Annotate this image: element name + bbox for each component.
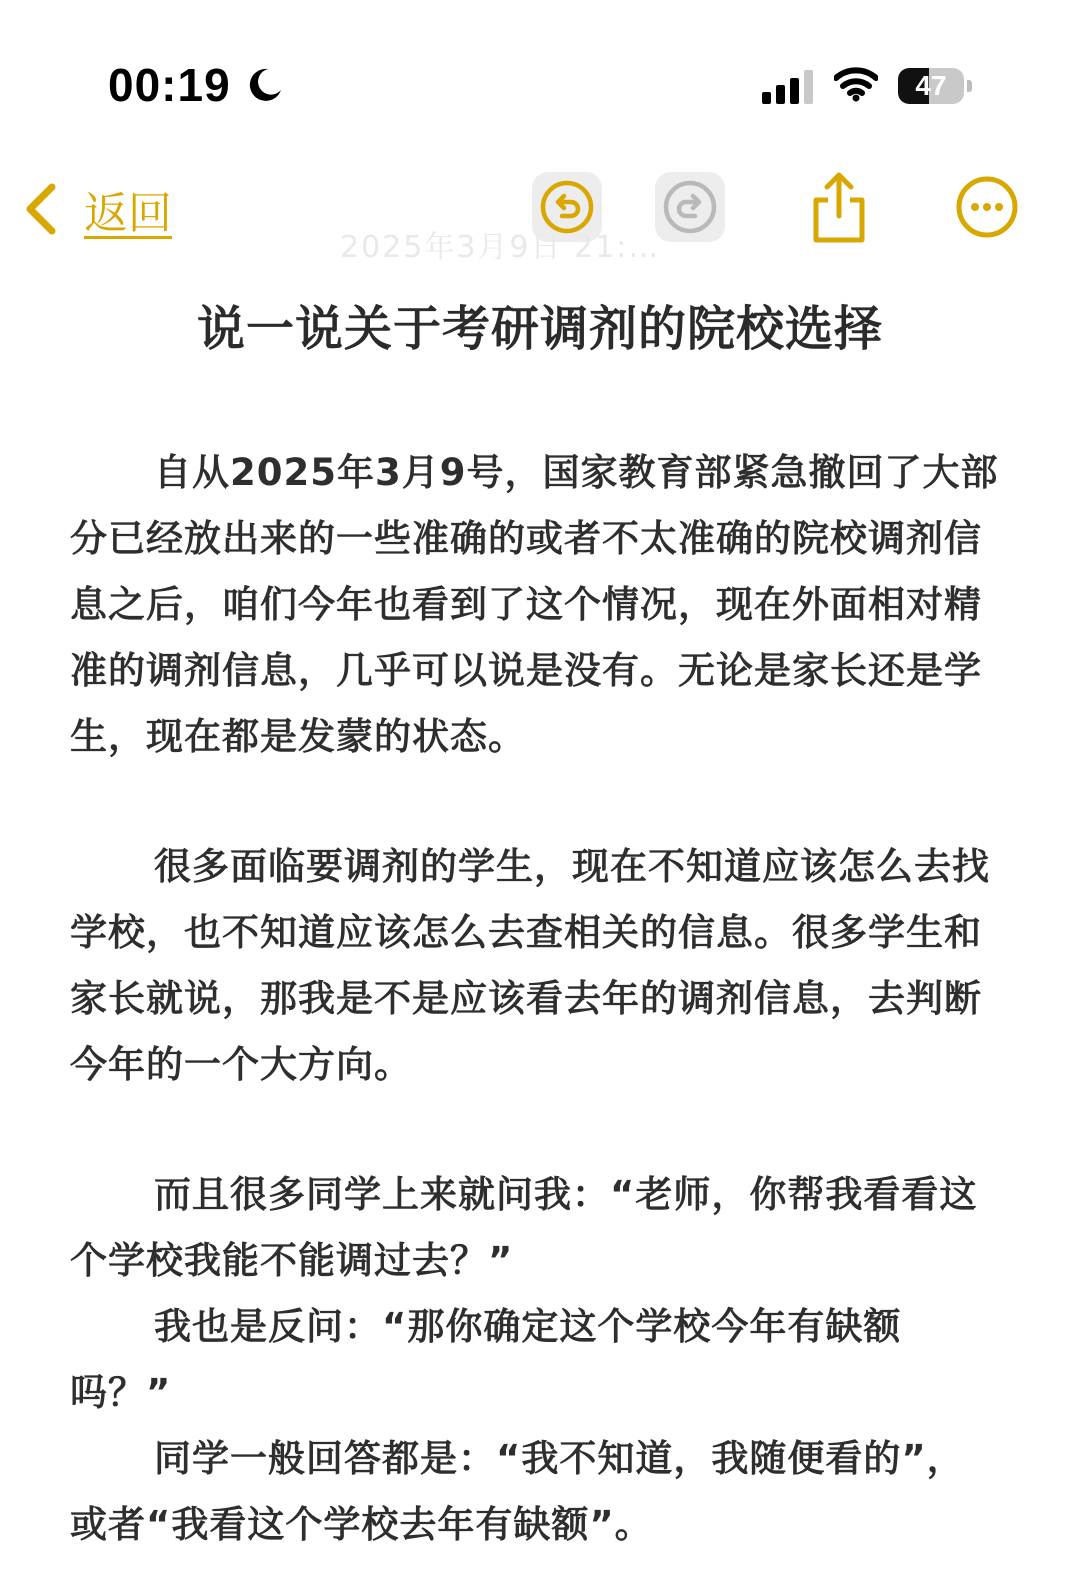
redo-button[interactable] [655, 172, 725, 242]
status-time: 00:19 [108, 59, 231, 111]
back-label: 返回 [84, 188, 172, 239]
note-paragraph: 很多面临要调剂的学生，现在不知道应该怎么去找学校，也不知道应该怎么去查相关的信息。很多学生和家长就说，那我是不是应该看去年的调剂信息，去判断今年的一个大方向。 [70, 845, 990, 1086]
wifi-icon [834, 66, 878, 102]
ellipsis-icon [954, 174, 1020, 240]
share-icon [806, 170, 872, 246]
note-paragraph: 而且很多同学上来就问我：“老师，你帮我看看这个学校我能不能调过去？” [70, 1173, 978, 1282]
chevron-left-icon [20, 181, 60, 237]
battery-cap [967, 80, 972, 92]
moon-icon [246, 66, 284, 104]
battery-indicator [898, 68, 974, 104]
note-date-header: 2025年3月9日 21:… [340, 230, 661, 265]
cellular-signal-icon [762, 70, 816, 104]
note-body[interactable] [70, 440, 1000, 1558]
redo-icon [655, 172, 725, 242]
paragraph-spacer [70, 770, 1000, 834]
paragraph-spacer [70, 1098, 1000, 1162]
note-paragraph: 我也是反问：“那你确定这个学校今年有缺额吗？” [70, 1305, 902, 1414]
battery-level: 47 [915, 70, 947, 101]
status-bar [0, 0, 1080, 150]
share-button[interactable] [806, 170, 872, 246]
note-title[interactable]: 说一说关于考研调剂的院校选择 [196, 301, 883, 357]
more-button[interactable] [954, 174, 1020, 240]
note-paragraph: 同学一般回答都是：“我不知道，我随便看的”，或者“我看这个学校去年有缺额”。 [70, 1437, 965, 1546]
note-paragraph: 自从2025年3月9号，国家教育部紧急撤回了大部分已经放出来的一些准确的或者不太准确的院校调剂信息之后，咱们今年也看到了这个情况，现在外面相对精准的调剂信息，几乎可以说是没有。无论是家长还是学生，现在都是发蒙的状态。 [70, 451, 999, 758]
back-button[interactable] [20, 176, 172, 242]
battery-body [898, 68, 964, 104]
